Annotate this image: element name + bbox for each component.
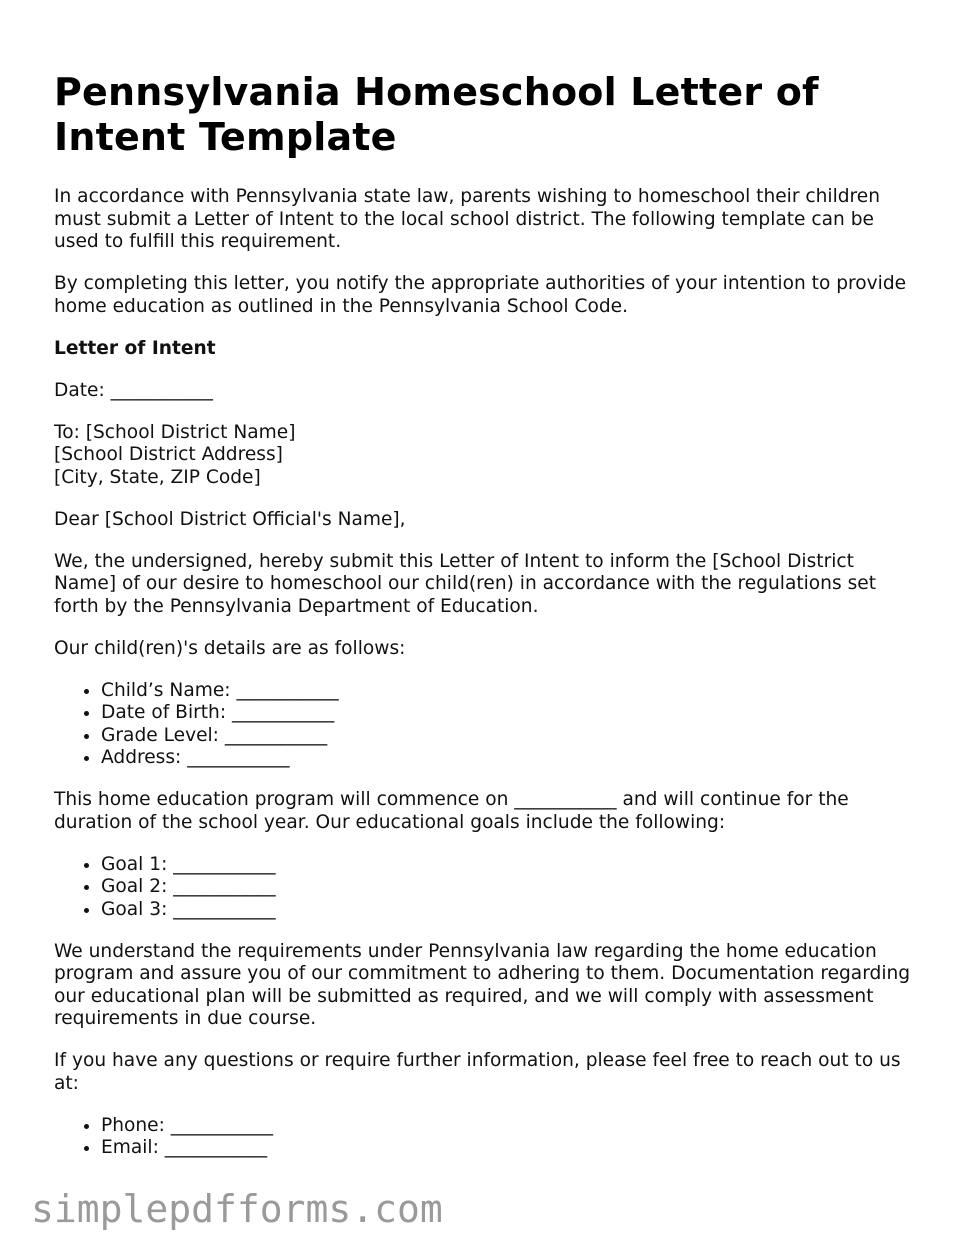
children-intro: Our child(ren)'s details are as follows: [54,637,406,659]
recipient-line-2: [School District Address] [54,444,283,465]
list-item: • Date of Birth: ___________ [101,702,914,725]
recipient-address [54,422,914,490]
program-paragraph: This home education program will commence on ___________ and will continue for the duration of the school year. Our educational goals include the following: [54,789,849,833]
goals-list [54,854,914,922]
list-item: • Child’s Name: ___________ [101,680,914,703]
document-page [54,64,914,1179]
footer-watermark: simplepdfforms.com [31,1187,443,1231]
intro-paragraph-2: By completing this letter, you notify the appropriate authorities of your intention to provide home education as outlined in the Pennsylvania School Code. [54,273,907,317]
letter-heading: Letter of Intent [54,337,216,359]
intro-paragraph-1: In accordance with Pennsylvania state law, parents wishing to homeschool their children must submit a Letter of Intent to the local school district. The following template can be used to fulfill this requirement. [54,186,880,252]
body-paragraph: We, the undersigned, hereby submit this Letter of Intent to inform the [School District Name] of our desire to homeschool our child(ren) in accordance with the regulations set forth by the Pennsylvania Department of Education. [54,550,876,617]
list-item: • Goal 1: ___________ [101,854,914,877]
requirements-paragraph: We understand the requirements under Pennsylvania law regarding the home education program and assure you of our commitment to adhering to them. Documentation regarding our educational plan will be submitted as required, and we will comply with assessment requirements in due course. [54,940,911,1029]
date-line: Date: ___________ [54,379,213,401]
list-item: • Phone: ___________ [101,1115,914,1138]
list-item: • Address: ___________ [101,747,914,770]
list-item: • Goal 2: ___________ [101,876,914,899]
children-details-list [54,680,914,770]
list-item: • Goal 3: ___________ [101,899,914,922]
salutation: Dear [School District Official's Name], [54,508,406,530]
recipient-line-3: [City, State, ZIP Code] [54,466,261,488]
list-item: • Grade Level: ___________ [101,725,914,748]
recipient-line-1: To: [School District Name] [54,421,296,443]
page-title: Pennsylvania Homeschool Letter of Intent Template [54,70,819,159]
contact-intro: If you have any questions or require further information, please feel free to reach out to us at: [54,1050,901,1094]
contact-list [54,1115,914,1160]
list-item: • Email: ___________ [101,1137,914,1160]
